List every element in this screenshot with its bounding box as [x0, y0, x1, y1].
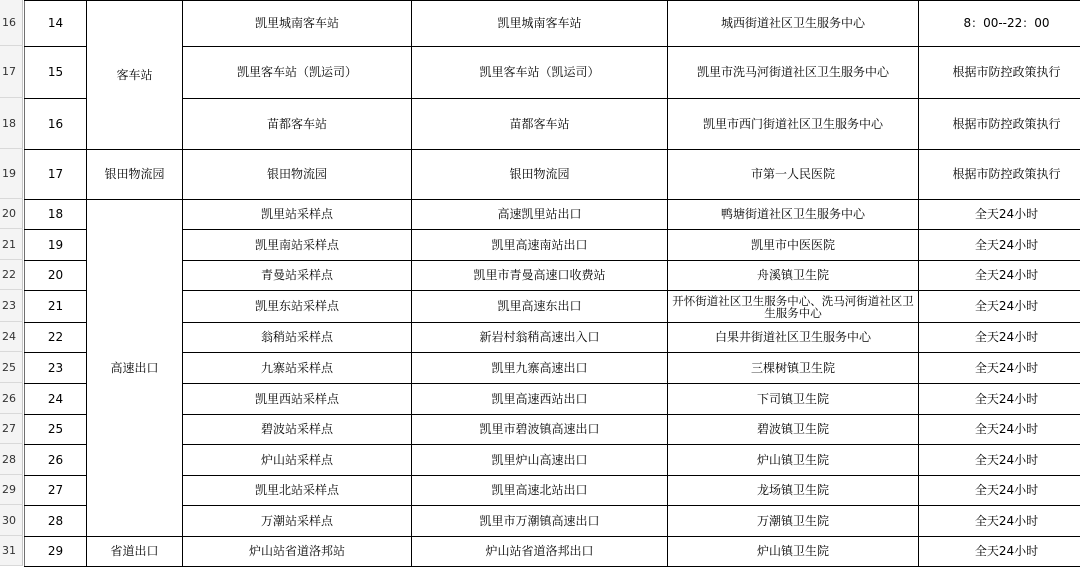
site-cell[interactable]: 凯里城南客车站: [183, 1, 412, 47]
row-header[interactable]: 17: [0, 46, 23, 98]
hours-cell[interactable]: 根据市防控政策执行: [919, 150, 1080, 200]
institution-cell[interactable]: 开怀街道社区卫生服务中心、洗马河街道社区卫生服务中心: [668, 291, 919, 323]
number-cell[interactable]: 29: [25, 537, 87, 567]
site-cell[interactable]: 凯里南站采样点: [183, 230, 412, 261]
institution-cell[interactable]: 凯里市西门街道社区卫生服务中心: [668, 99, 919, 150]
table-row: [25, 445, 1080, 476]
hours-cell[interactable]: 全天24小时: [919, 415, 1080, 445]
hours-cell[interactable]: 全天24小时: [919, 476, 1080, 506]
row-header[interactable]: 25: [0, 352, 23, 383]
location-cell[interactable]: 凯里高速西站出口: [412, 384, 668, 415]
institution-cell[interactable]: 白果井街道社区卫生服务中心: [668, 323, 919, 353]
hours-cell[interactable]: 全天24小时: [919, 445, 1080, 476]
row-header[interactable]: 31: [0, 536, 23, 566]
location-cell[interactable]: 凯里高速北站出口: [412, 476, 668, 506]
table-row: [25, 291, 1080, 323]
institution-cell[interactable]: 城西街道社区卫生服务中心: [668, 1, 919, 47]
location-cell[interactable]: 苗都客车站: [412, 99, 668, 150]
number-cell[interactable]: 27: [25, 476, 87, 506]
number-cell[interactable]: 19: [25, 230, 87, 261]
number-cell[interactable]: 28: [25, 506, 87, 537]
location-cell[interactable]: 凯里客车站（凯运司）: [412, 47, 668, 99]
location-cell[interactable]: 凯里九寨高速出口: [412, 353, 668, 384]
table-row: [25, 150, 1080, 200]
row-header[interactable]: 21: [0, 229, 23, 260]
hours-cell[interactable]: 全天24小时: [919, 537, 1080, 567]
institution-cell[interactable]: 下司镇卫生院: [668, 384, 919, 415]
hours-cell[interactable]: 根据市防控政策执行: [919, 99, 1080, 150]
location-cell[interactable]: 炉山站省道洛邦出口: [412, 537, 668, 567]
site-cell[interactable]: 凯里东站采样点: [183, 291, 412, 323]
row-header[interactable]: 19: [0, 149, 23, 199]
site-cell[interactable]: 炉山站采样点: [183, 445, 412, 476]
site-cell[interactable]: 凯里客车站（凯运司）: [183, 47, 412, 99]
institution-cell[interactable]: 市第一人民医院: [668, 150, 919, 200]
row-header[interactable]: 28: [0, 444, 23, 475]
table-row: [25, 200, 1080, 230]
data-table: [24, 0, 1080, 567]
hours-cell[interactable]: 全天24小时: [919, 291, 1080, 323]
institution-cell[interactable]: 凯里市中医医院: [668, 230, 919, 261]
row-header[interactable]: 26: [0, 383, 23, 414]
hours-cell[interactable]: 8：00--22：00: [919, 1, 1080, 47]
location-cell[interactable]: 高速凯里站出口: [412, 200, 668, 230]
site-cell[interactable]: 凯里西站采样点: [183, 384, 412, 415]
institution-cell[interactable]: 龙场镇卫生院: [668, 476, 919, 506]
table-body: [25, 1, 1080, 567]
number-cell[interactable]: 26: [25, 445, 87, 476]
table-row: [25, 99, 1080, 150]
number-cell[interactable]: 24: [25, 384, 87, 415]
hours-cell[interactable]: 全天24小时: [919, 200, 1080, 230]
row-header[interactable]: 22: [0, 260, 23, 290]
row-header[interactable]: 23: [0, 290, 23, 322]
location-cell[interactable]: 凯里市碧波镇高速出口: [412, 415, 668, 445]
institution-cell[interactable]: 鸭塘街道社区卫生服务中心: [668, 200, 919, 230]
location-cell[interactable]: 凯里高速南站出口: [412, 230, 668, 261]
number-cell[interactable]: 22: [25, 323, 87, 353]
table-row: [25, 476, 1080, 506]
row-header[interactable]: 24: [0, 322, 23, 352]
row-header[interactable]: 16: [0, 0, 23, 46]
number-cell[interactable]: 21: [25, 291, 87, 323]
location-cell[interactable]: 凯里城南客车站: [412, 1, 668, 47]
site-cell[interactable]: 万潮站采样点: [183, 506, 412, 537]
number-cell[interactable]: 20: [25, 261, 87, 291]
category-cell[interactable]: 银田物流园: [87, 150, 183, 200]
row-header[interactable]: 20: [0, 199, 23, 229]
table-row: [25, 323, 1080, 353]
location-cell[interactable]: 凯里炉山高速出口: [412, 445, 668, 476]
table-row: [25, 47, 1080, 99]
institution-cell[interactable]: 三棵树镇卫生院: [668, 353, 919, 384]
institution-cell[interactable]: 炉山镇卫生院: [668, 537, 919, 567]
number-cell[interactable]: 15: [25, 47, 87, 99]
number-cell[interactable]: 14: [25, 1, 87, 47]
table-row: [25, 1, 1080, 47]
table-row: [25, 415, 1080, 445]
row-header[interactable]: 27: [0, 414, 23, 444]
table-row: [25, 506, 1080, 537]
row-header[interactable]: 18: [0, 98, 23, 149]
table-row: [25, 230, 1080, 261]
number-cell[interactable]: 17: [25, 150, 87, 200]
category-cell[interactable]: 客车站: [87, 1, 183, 150]
site-cell[interactable]: 碧波站采样点: [183, 415, 412, 445]
site-cell[interactable]: 炉山站省道洛邦站: [183, 537, 412, 567]
hours-cell[interactable]: 根据市防控政策执行: [919, 47, 1080, 99]
location-cell[interactable]: 银田物流园: [412, 150, 668, 200]
table-row: [25, 384, 1080, 415]
location-cell[interactable]: 新岩村翁稍高速出入口: [412, 323, 668, 353]
hours-cell[interactable]: 全天24小时: [919, 230, 1080, 261]
site-cell[interactable]: 九寨站采样点: [183, 353, 412, 384]
number-cell[interactable]: 16: [25, 99, 87, 150]
number-cell[interactable]: 25: [25, 415, 87, 445]
site-cell[interactable]: 苗都客车站: [183, 99, 412, 150]
hours-cell[interactable]: 全天24小时: [919, 506, 1080, 537]
site-cell[interactable]: 凯里北站采样点: [183, 476, 412, 506]
category-cell[interactable]: 高速出口: [87, 200, 183, 537]
institution-cell[interactable]: 凯里市洗马河街道社区卫生服务中心: [668, 47, 919, 99]
table-row: [25, 537, 1080, 567]
site-cell[interactable]: 凯里站采样点: [183, 200, 412, 230]
site-cell[interactable]: 青曼站采样点: [183, 261, 412, 291]
site-cell[interactable]: 银田物流园: [183, 150, 412, 200]
site-cell[interactable]: 翁稍站采样点: [183, 323, 412, 353]
table-row: [25, 353, 1080, 384]
row-header[interactable]: 30: [0, 505, 23, 536]
hours-cell[interactable]: 全天24小时: [919, 323, 1080, 353]
institution-cell[interactable]: 炉山镇卫生院: [668, 445, 919, 476]
institution-cell[interactable]: 碧波镇卫生院: [668, 415, 919, 445]
number-cell[interactable]: 18: [25, 200, 87, 230]
hours-cell[interactable]: 全天24小时: [919, 261, 1080, 291]
table-row: [25, 261, 1080, 291]
hours-cell[interactable]: 全天24小时: [919, 353, 1080, 384]
number-cell[interactable]: 23: [25, 353, 87, 384]
hours-cell[interactable]: 全天24小时: [919, 384, 1080, 415]
location-cell[interactable]: 凯里市青曼高速口收费站: [412, 261, 668, 291]
location-cell[interactable]: 凯里市万潮镇高速出口: [412, 506, 668, 537]
location-cell[interactable]: 凯里高速东出口: [412, 291, 668, 323]
institution-cell[interactable]: 舟溪镇卫生院: [668, 261, 919, 291]
category-cell[interactable]: 省道出口: [87, 537, 183, 567]
row-header[interactable]: 29: [0, 475, 23, 505]
institution-cell[interactable]: 万潮镇卫生院: [668, 506, 919, 537]
